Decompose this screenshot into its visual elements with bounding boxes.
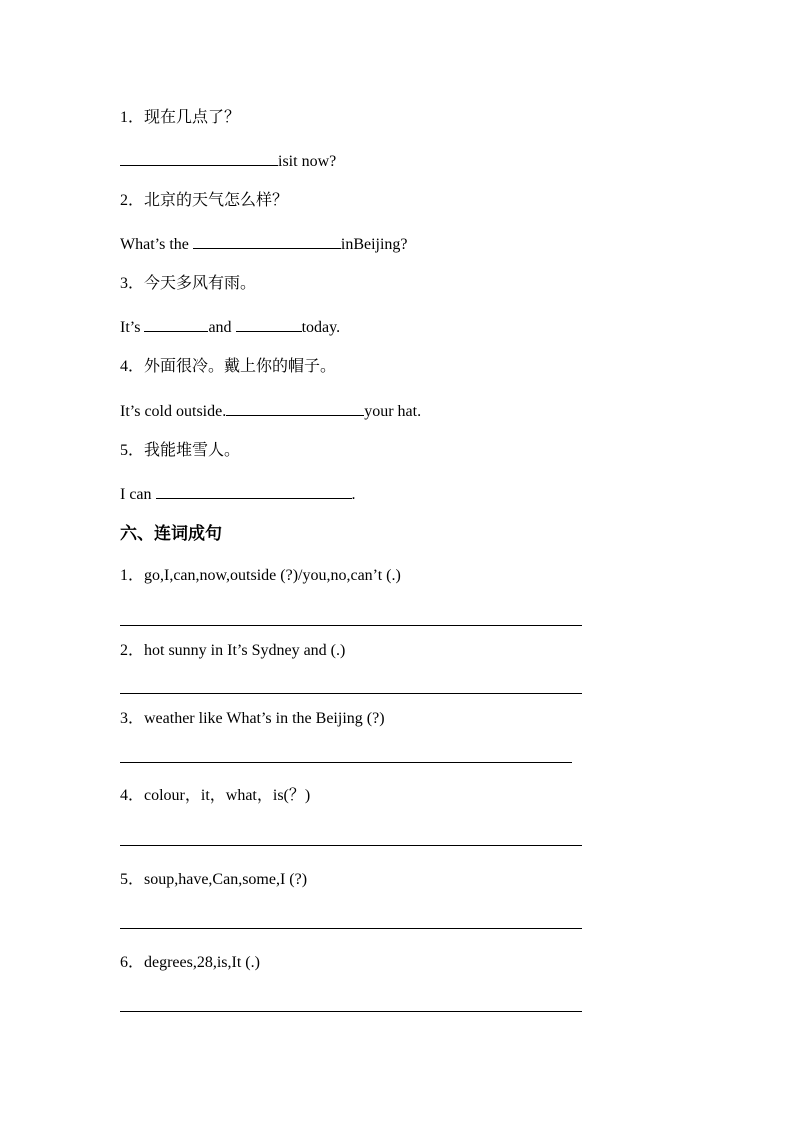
answer-blank[interactable] xyxy=(144,316,208,332)
answer-line[interactable] xyxy=(120,693,582,694)
answer-text: I can xyxy=(120,486,156,503)
translate-q4-answer xyxy=(120,400,421,422)
translate-q5-prompt: 5．我能堆雪人。 xyxy=(120,442,241,459)
reorder-item-5: 5．soup,have,Can,some,I (?) xyxy=(120,871,308,888)
answer-text: . xyxy=(351,486,356,503)
translate-q1-prompt: 1．现在几点了？ xyxy=(120,109,241,126)
translate-q1-answer xyxy=(120,150,336,172)
answer-text: It’s cold outside. xyxy=(120,403,227,420)
reorder-item-6: 6．degrees,28,is,It (.) xyxy=(120,954,260,971)
answer-blank[interactable] xyxy=(226,400,364,416)
answer-line[interactable] xyxy=(120,1011,582,1012)
answer-blank[interactable] xyxy=(193,233,341,249)
translate-q3-prompt: 3．今天多风有雨。 xyxy=(120,275,257,292)
answer-blank[interactable] xyxy=(120,150,278,166)
answer-text: today. xyxy=(301,319,341,336)
answer-text: and xyxy=(208,319,236,336)
answer-line[interactable] xyxy=(120,762,572,763)
answer-text: It’s xyxy=(120,319,145,336)
translate-q5-answer xyxy=(120,483,356,505)
answer-text: isit now? xyxy=(278,153,337,170)
answer-blank[interactable] xyxy=(236,316,302,332)
reorder-item-2: 2．hot sunny in It’s Sydney and (.) xyxy=(120,642,346,659)
section-heading: 六、连词成句 xyxy=(120,524,222,543)
answer-text: inBeijing? xyxy=(340,236,408,253)
reorder-item-4: 4．colour，it，what，is(？) xyxy=(120,787,311,804)
answer-line[interactable] xyxy=(120,928,582,929)
translate-q3-answer xyxy=(120,316,340,338)
answer-line[interactable] xyxy=(120,845,582,846)
answer-text: What’s the xyxy=(120,236,193,253)
translate-q2-prompt: 2．北京的天气怎么样？ xyxy=(120,192,289,209)
reorder-item-3: 3．weather like What’s in the Beijing (?) xyxy=(120,710,385,727)
answer-blank[interactable] xyxy=(156,483,352,499)
reorder-item-1: 1．go,I,can,now,outside (?)/you,no,can’t (.) xyxy=(120,567,401,584)
answer-line[interactable] xyxy=(120,625,582,626)
answer-text: your hat. xyxy=(364,403,422,420)
translate-q2-answer xyxy=(120,233,408,255)
translate-q4-prompt: 4．外面很冷。戴上你的帽子。 xyxy=(120,358,337,375)
